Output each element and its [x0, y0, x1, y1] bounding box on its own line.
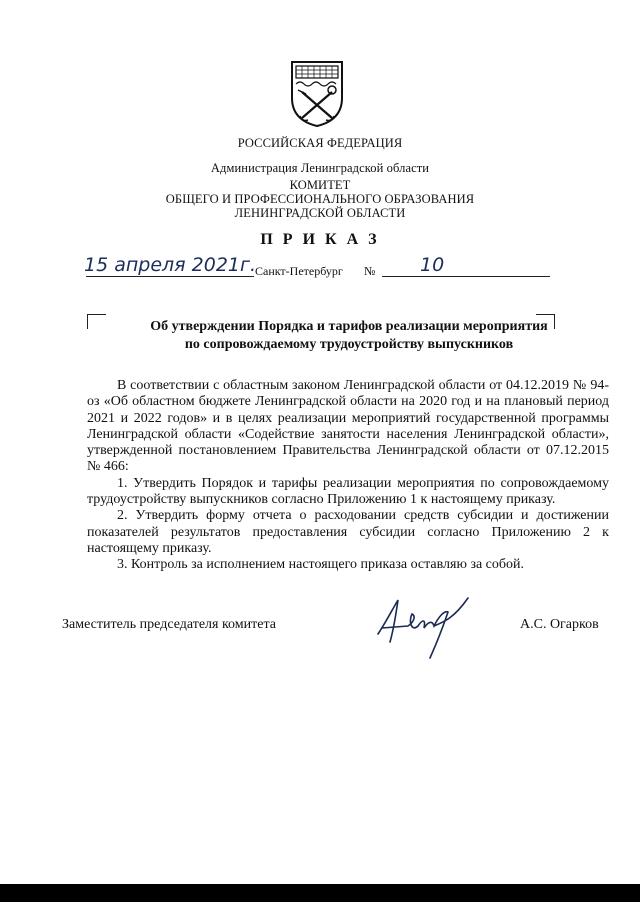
number-label: №: [364, 264, 376, 278]
city-label: Санкт-Петербург: [255, 264, 343, 278]
handwritten-date: 15 апреля 2021г.: [84, 254, 257, 276]
item-3-paragraph: 3. Контроль за исполнением настоящего приказа оставляю за собой.: [117, 557, 525, 573]
document-type-title: П Р И К А З: [260, 231, 380, 248]
committee-name-line-2: ЛЕНИНГРАДСКОЙ ОБЛАСТИ: [234, 206, 406, 220]
subject-line-1: Об утверждении Порядка и тарифов реализации мероприятия: [150, 319, 548, 334]
subject-title: [110, 318, 588, 354]
handwritten-number: 10: [420, 254, 445, 276]
coat-of-arms-emblem: [288, 58, 346, 128]
order-body: [87, 378, 609, 574]
date-underline: [86, 276, 254, 277]
administration-heading: Администрация Ленинградской области: [210, 161, 430, 175]
handwritten-signature: [368, 592, 478, 664]
scan-bottom-edge: [0, 884, 640, 902]
item-2-paragraph: 2. Утвердить форму отчета о расходовании средств субсидии и достижении показателей результатов предоставления субсидии согласно Приложению 2 к настоящему приказу.: [87, 508, 609, 556]
intro-paragraph: В соответствии с областным законом Ленинградской области от 04.12.2019 № 94-оз «Об областном бюджете Ленинградской области на 2020 год и на плановый период 2021 и 2022 годов» и в целях реализации мероприятий государственной программы Ленинградской области «Содействие занятости населения Ленинградской области», утвержденной постановлением Правительства Ленинградской области от 07.12.2015 № 466:: [87, 378, 609, 475]
left-corner-bracket: [87, 314, 106, 329]
item-1-paragraph: 1. Утвердить Порядок и тарифы реализации мероприятия по сопровождаемому трудоустройству выпускников согласно Приложению 1 к настоящему приказу.: [87, 475, 609, 508]
country-heading: РОССИЙСКАЯ ФЕДЕРАЦИЯ: [237, 136, 403, 150]
committee-name-line-1: ОБЩЕГО И ПРОФЕССИОНАЛЬНОГО ОБРАЗОВАНИЯ: [165, 192, 475, 206]
signer-position: Заместитель председателя комитета: [62, 617, 276, 632]
number-underline: [382, 276, 550, 277]
subject-line-2: по сопровождаемому трудоустройству выпускников: [184, 337, 514, 352]
signer-name: А.С. Огарков: [520, 617, 599, 632]
committee-heading: КОМИТЕТ: [289, 178, 351, 192]
